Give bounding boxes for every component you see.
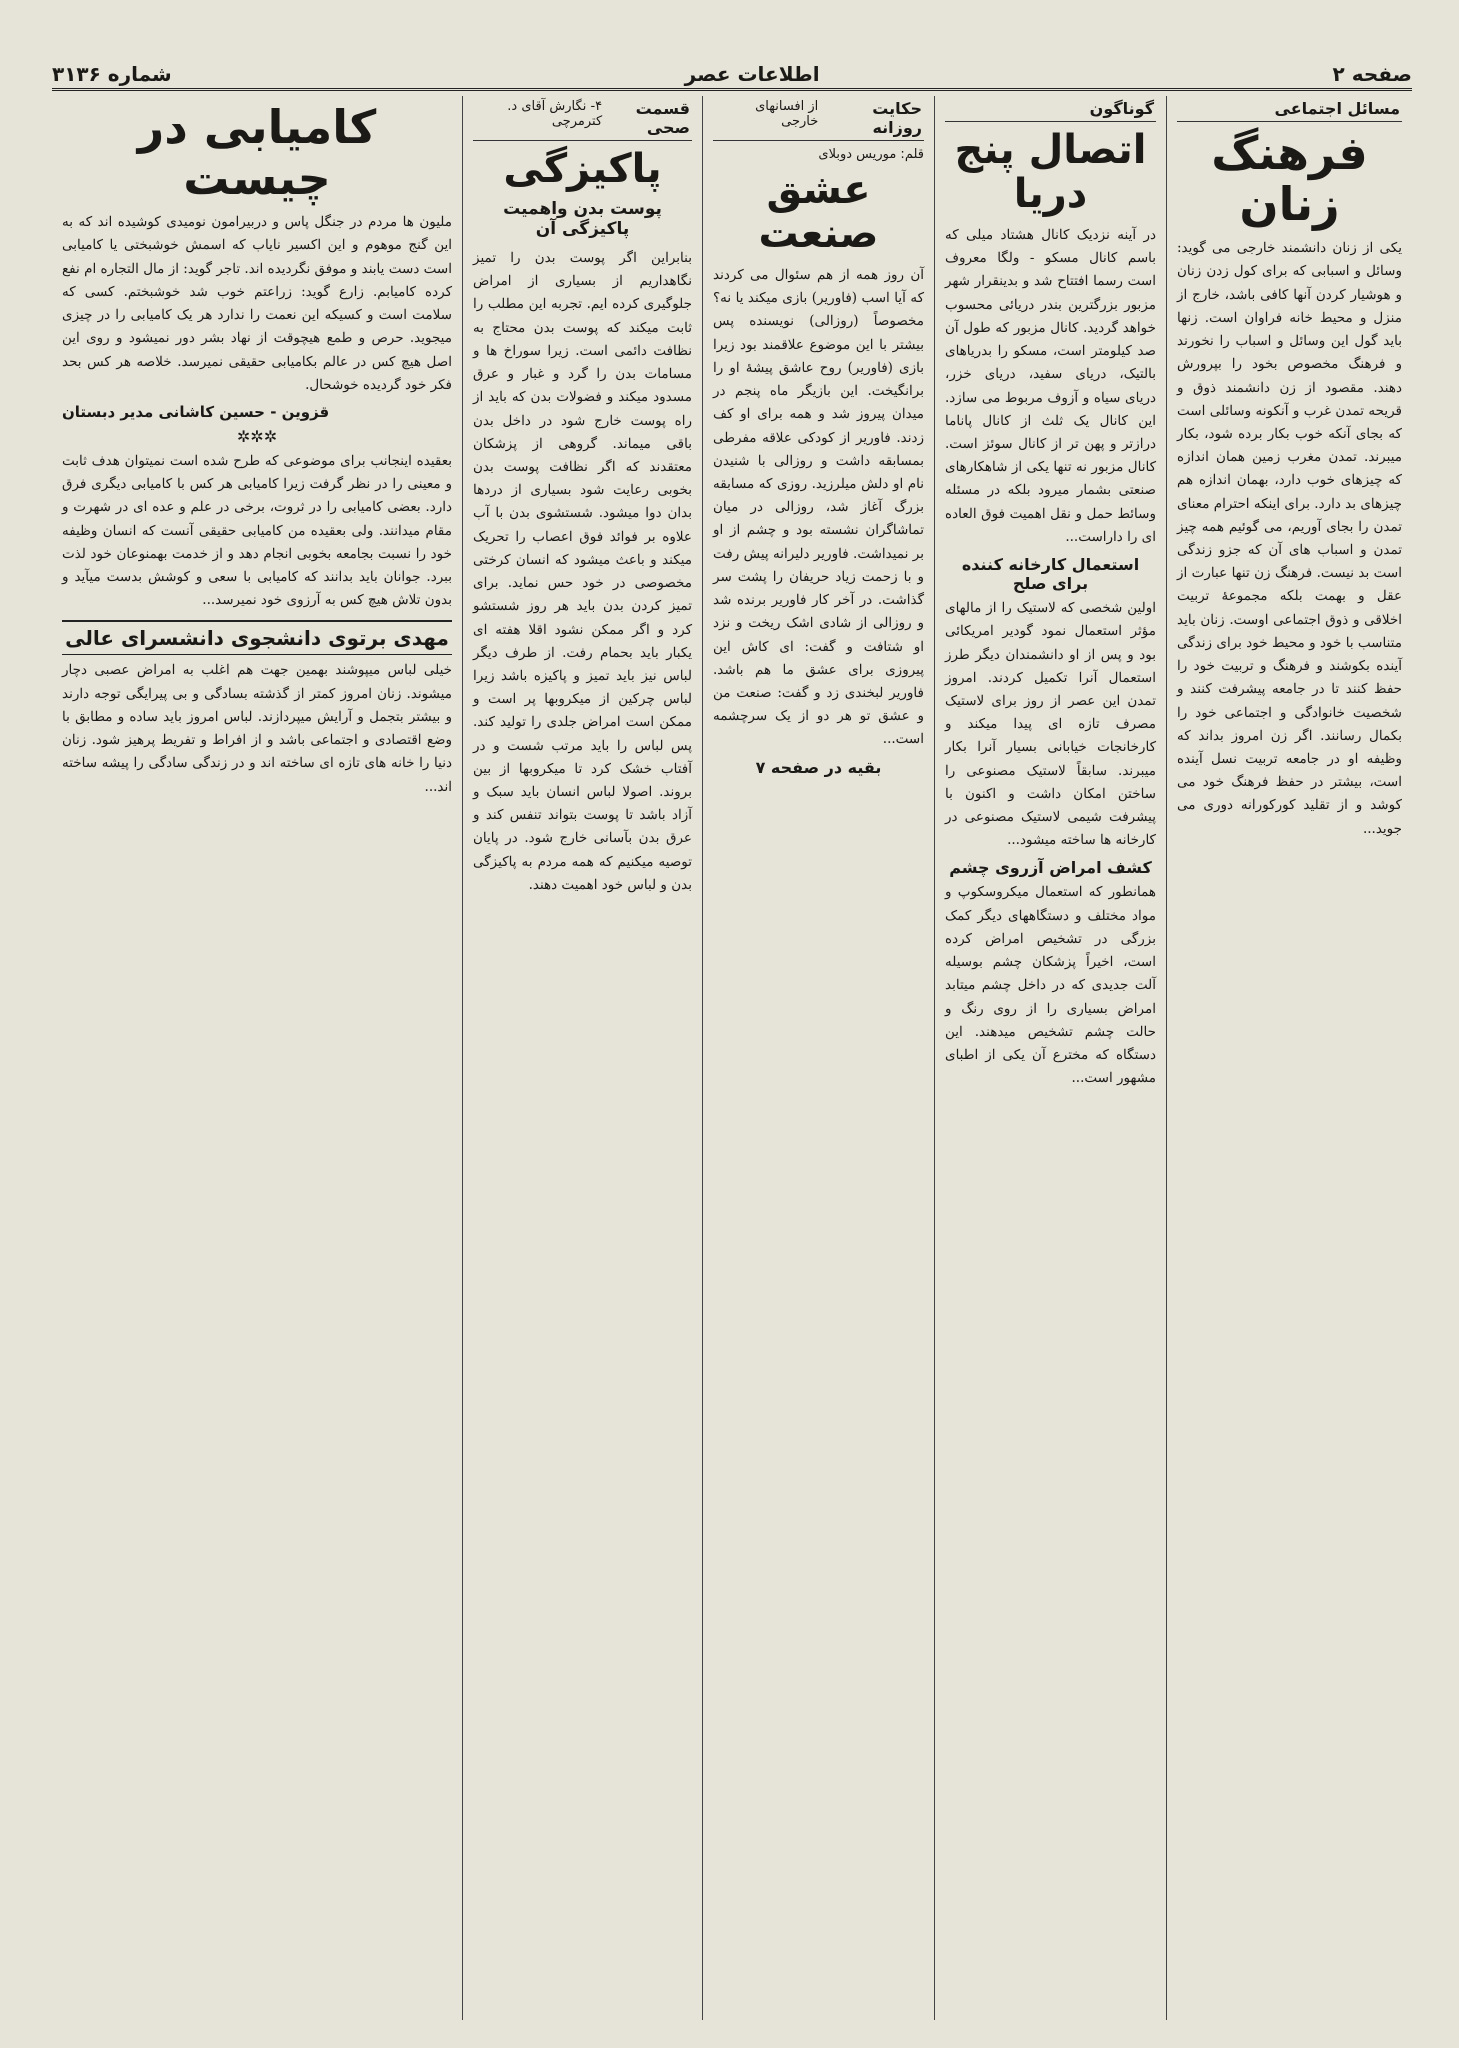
- article-subhead: استعمال کارخانه کننده برای صلح: [961, 555, 1140, 594]
- article-body: همانطور که استعمال میکروسکوپ و مواد مختلف و دستگاههای دیگر کمک بزرگی در تشخیص امراض کرده است، اخیراً پزشکان چشم بوسیله آلت جدیدی که در داخل چشم میتابد امراض بسیاری را از روی رنگ و حالت چشم تشخیص میدهند. این دستگاه که مخترع آن یکی از اطبای مشهور است...: [945, 884, 1156, 1087]
- article-body: خیلی لباس میپوشند بهمین جهت هم اغلب به امراض عصبی دچار میشوند. زنان امروز کمتر از گذشته بسادگی و بی پیرایگی توجه دارند و بیشتر بتجمل و آرایش میپردازند. لباس امروز باید ساده و مطابق با وضع اقتصادی و اجتماعی باشد و از افراط و تفریط پرهیز شود. زنان دنیا را خانه های تازه ای ساخته اند و در زندگی سادگی را پیشه ساخته اند...: [62, 662, 452, 795]
- section-rubric: گوناگون: [945, 96, 1156, 122]
- author-line: قلم: موریس دوبلای: [818, 147, 924, 162]
- section-rubric: قسمت صحی ۴- نگارش آقای د. کترمرچی: [473, 96, 692, 141]
- author-signature: قزوین - حسین کاشانی مدیر دبستان: [62, 402, 330, 421]
- column-story: [703, 96, 935, 2020]
- column-misc: [935, 96, 1167, 2020]
- article-title: اتصال پنج دریا: [954, 127, 1147, 217]
- newspaper-page: [52, 60, 1412, 2020]
- page-header: [52, 60, 1412, 91]
- column-social: [1167, 96, 1412, 2020]
- column-health: [463, 96, 703, 2020]
- separator-stars: ✲✲✲: [236, 426, 278, 446]
- article-body: در آینه نزدیک کانال هشتاد میلی که باسم کانال مسکو - ولگا معروف است رسما افتتاح شد و بدینقرار شهر مزبور بزرگترین بندر دریائی محسوب خواهد گردید. کانال مزبور که طول آن صد کیلومتر است، مسکو را بدریاهای بالتیک، دریای سفید، دریای خزر، دریای سیاه و آزوف مربوط می سازد. این کانال یک ثلث از کانال پاناما درازتر و پهن تر از کانال سوئز است. کانال مزبور نه تنها یکی از شاهکارهای صنعتی بشمار میرود بلکه در مسئله وسائط حمل و نقل اهمیت فوق العاده ای را داراست...: [945, 227, 1156, 545]
- continued-note: بقیه در صفحه ۷: [755, 757, 882, 777]
- article-title: پاکیزگی: [503, 146, 662, 192]
- article-body: ملیون ها مردم در جنگل پاس و دربیرامون نومیدی کوشیده اند که به این گنج موهوم و این اکسیر نایاب که اسمش خوشبختی یا کامیابی است دست یابند و موفق نگردیده اند. تاجر گوید: از مال التجاره ام نفع کرده کامیابم. زارع گوید: زراعتم خوب شد خوشبختم. کسی که سلامت است و کسیکه این نعمت را ندارد هر یک کامیابی را در چیزی میجوید. حرص و طمع هیچوقت از نهاد بشر دور نمیشود و روی این اصل هیچ کس در عالم بکامیابی حقیقی نمیرسد. خلاصه هر کس بحد فکر خود گردیده خوشحال.: [62, 214, 452, 393]
- page-number: صفحه ۲: [1332, 62, 1412, 86]
- article-body: آن روز همه از هم سئوال می کردند که آیا اسب (فاوریر) بازی میکند یا نه؟ مخصوصاً (روزالی) نویسنده پس بیشتر با این موضوع علاقمند بود زیرا بازی (فاوریر) روح عاشق پیشۀ او را برانگیخت. این بازیگر ماه پنجم در میدان پیروز شد و همه برای او کف زدند. فاوریر از کودکی علاقه مفرطی بمسابقه داشت و روزالی با شنیدن نام او دلش میلرزید. روزی که مسابقه بزرگ آغاز شد، روزالی در میان تماشاگران نشسته بود و چشم از او بر نمیداشت. فاوریر دلیرانه پیش رفت و با زحمت زیاد حریفان را پشت سر گذاشت. در آخر کار فاوریر برنده شد و روزالی از شادی اشک ریخت و نزد او شتافت و گفت: ای کاش این پیروزی برای عشق ما هم باشد. فاوریر لبخندی زد و گفت: صنعت من و عشق تو هر دو از یک سرچشمه است...: [713, 267, 924, 748]
- article-subhead: کشف امراض آزروی چشم: [949, 858, 1152, 878]
- section-rubric: حکایت روزانه از افسانهای خارجی: [713, 96, 924, 141]
- column-success: [52, 96, 463, 2020]
- article-body: اولین شخصی که لاستیک را از مالهای مؤثر استعمال نمود گودیر امریکائی بود و پس از او دانشمندان دیگر طرز استعمال آنرا تکمیل کردند. امروز تمدن این عصر از روز برای لاستیک مصرف تازه ای پیدا میکند و کارخانجات خیابانی بسیار آنرا بکار میبرند. سابقاً لاستیک مصنوعی را ساختن امکان داشت و اکنون با پیشرفت شیمی لاستیک مصنوعی در کارخانه ها ساخته میشود...: [945, 600, 1156, 849]
- contributor-name: مهدی برتوی دانشجوی دانشسرای عالی: [62, 620, 452, 655]
- section-rubric: مسائل اجتماعی: [1177, 96, 1402, 122]
- issue-number: شماره ۳۱۳۶: [52, 62, 172, 86]
- newspaper-name: اطلاعات عصر: [684, 62, 820, 86]
- article-title: فرهنگ زنان: [1211, 126, 1368, 231]
- article-body: یکی از زنان دانشمند خارجی می گوید: وسائل و اسبابی که برای کول زدن زنان و هوشیار کردن آنها کافی باشد، خارج از منزل و محیط خانه فراوان است. زنها باید گول این وسائل و اسباب را نخورند و فرهنگ مخصوص بخود را بپرورش دهند. مقصود از زن دانشمند ذوق و قریحه تمدن غرب و آنکونه وسائلی است که بجای آنکه خوب بکار برده شود، بکار میبرند. تمدن مغرب زمین همان اندازه که چیزهای خوب دارد، بهمان اندازه هم چیزهای بد دارد. برای اینکه احترام معنای تمدن را بجای آوریم، می گوئیم همه چیز تمدن و اسباب های آن که جزو زندگی است بد نیست. فرهنگ زن تنها عبارت از عقل و بهمت بلکه مجموعۀ تربیت اخلاقی و ذوق اجتماعی اوست. زنان باید متناسب با خود و محیط خود برای زندگی آینده بکوشند و فرهنگ و تربیت خود را حفظ کنند تا در جامعه پیشرفت کنند و شخصیت خانوادگی و اجتماعی خود را بکمال رسانند. اگر زن امروز بداند که وظیفه او در جامعه تربیت نسل آینده است، بیشتر در حفظ فرهنگ خود می کوشد و از تقلید کورکورانه دوری می جوید...: [1177, 240, 1402, 837]
- article-body: بعقیده اینجانب برای موضوعی که طرح شده است نمیتوان هدف ثابت و معینی را در نظر گرفت زیرا کامیابی هر کس با کامیابی دیگری فرق دارد. بعضی کامیابی را در ثروت، برخی در علم و عده ای در شهرت و مقام میدانند. ولی بعقیده من کامیابی حقیقی آنست که انسان وظیفه خود را نسبت بجامعه بخوبی انجام دهد و از خدمت بهمنوعان خود لذت ببرد. جوانان باید بدانند که کامیابی با سعی و کوشش بدست میآید و بدون تلاش هیچ کس به آرزوی خود نمیرسد...: [62, 452, 452, 609]
- article-title: کامیابی در چیست: [137, 100, 377, 205]
- article-body: بنابراین اگر پوست بدن را تمیز نگاهداریم از بسیاری از امراض جلوگیری کرده ایم. تجربه این مطلب را ثابت میکند که پوست بدن محتاج به نظافت دائمی است. زیرا سوراخ ها و مسامات بدن را گرد و غبار و عرق مسدود میکند و فضولات بدن که باید از راه پوست خارج شود در داخل بدن باقی میماند. گروهی از پزشکان معتقدند که اگر نظافت پوست بدن بخوبی رعایت شود بسیاری از دردها بدان دوا میشود. شستشوی بدن با آب علاوه بر فوائد فوق اعصاب را تحریک میکند و باعث میشود که انسان کرختی مخصوصی در خود حس نماید. برای تمیز کردن بدن باید هر روز شستشو کرد و اگر ممکن نشود اقلا هفته ای یکبار باید بحمام رفت. از طرف دیگر لباس نیز باید تمیز و پاکیزه باشد زیرا لباس چرکین از میکروبها پر است و ممکن است امراض جلدی را تولید کند. پس لباس را باید مرتب شست و در آفتاب خشک کرد تا میکروبها از بین بروند. اصولا لباس انسان باید سبک و آزاد باشد تا پوست بتواند تنفس کند و عرق بدن بآسانی خارج شود. در پایان توصیه میکنیم که همه مردم به پاکیزگی بدن و لباس خود اهمیت دهند.: [473, 250, 692, 893]
- article-subtitle: پوست بدن واهمیت پاکیزگی آن: [503, 199, 662, 239]
- columns: [52, 96, 1412, 2020]
- article-title: عشق صنعت: [758, 167, 879, 257]
